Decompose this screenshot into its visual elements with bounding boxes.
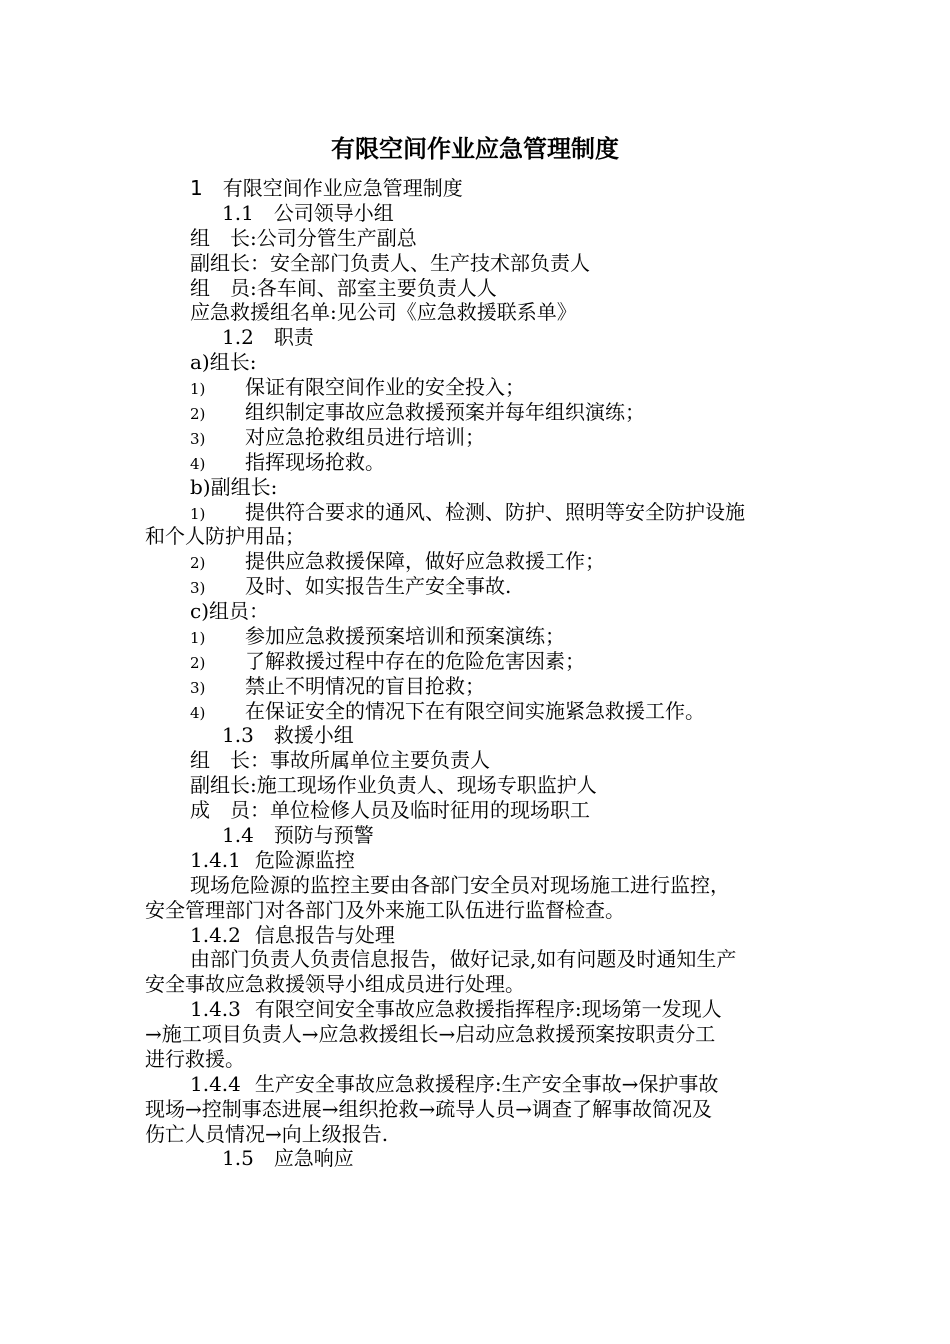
members-label: c)组员： bbox=[190, 599, 270, 623]
section-1-2-heading bbox=[222, 324, 314, 350]
list-item: 2) 组织制定事故应急救援预案并每年组织演练； bbox=[190, 400, 645, 424]
section-title: 应急响应 bbox=[273, 1146, 354, 1170]
list-item: 3) 禁止不明情况的盲目抢救； bbox=[190, 674, 485, 698]
members-line: 组 员:各车间、部室主要负责人人 bbox=[190, 276, 497, 300]
section-1-1-heading bbox=[222, 200, 394, 226]
section-number: 1.4.4 bbox=[190, 1072, 241, 1096]
section-title: 预防与预警 bbox=[273, 823, 374, 847]
list-item: 1) 参加应急救援预案培训和预案演练； bbox=[190, 624, 565, 648]
list-item-continuation: 和个人防护用品； bbox=[145, 524, 305, 548]
section-title: 职责 bbox=[273, 325, 314, 349]
section-1-4-4-paragraph bbox=[190, 1071, 718, 1097]
rescue-leader-line: 组 长：事故所属单位主要负责人 bbox=[190, 748, 490, 772]
paragraph-line: 安全管理部门对各部门及外来施工队伍进行监督检查。 bbox=[145, 898, 625, 922]
section-1-5-heading bbox=[222, 1145, 354, 1171]
paragraph-line: 有限空间安全事故应急救援指挥程序:现场第一发现人 bbox=[254, 997, 722, 1021]
paragraph-line: 现场→控制事态进展→组织抢救→疏导人员→调查了解事故简况及 bbox=[145, 1097, 713, 1121]
section-title: 公司领导小组 bbox=[273, 201, 394, 225]
list-item: 4) 指挥现场抢救。 bbox=[190, 450, 385, 474]
section-1-4-3-paragraph bbox=[190, 996, 722, 1022]
group-leader-label: a)组长: bbox=[190, 350, 257, 374]
list-item: 4) 在保证安全的情况下在有限空间实施紧急救援工作。 bbox=[190, 699, 705, 723]
rescue-deputy-line: 副组长:施工现场作业负责人、现场专职监护人 bbox=[190, 773, 597, 797]
section-title: 信息报告与处理 bbox=[254, 923, 395, 947]
list-item: 2) 提供应急救援保障，做好应急救援工作； bbox=[190, 549, 605, 573]
paragraph-line: 伤亡人员情况→向上级报告. bbox=[145, 1122, 389, 1146]
section-number: 1.1 bbox=[222, 201, 254, 225]
section-1-heading bbox=[190, 175, 463, 201]
roster-line: 应急救援组名单:见公司《应急救援联系单》 bbox=[190, 300, 577, 324]
paragraph-line: →施工项目负责人→应急救援组长→启动应急救援预案按职责分工 bbox=[145, 1022, 716, 1046]
section-1-4-heading bbox=[222, 822, 374, 848]
document-title: 有限空间作业应急管理制度 bbox=[331, 135, 619, 163]
list-item: 1) 提供符合要求的通风、检测、防护、照明等安全防护设施 bbox=[190, 500, 745, 524]
section-1-3-heading bbox=[222, 722, 354, 748]
paragraph-line: 生产安全事故应急救援程序:生产安全事故→保护事故 bbox=[254, 1072, 719, 1096]
deputy-leader-label: b)副组长: bbox=[190, 475, 278, 499]
section-title: 有限空间作业应急管理制度 bbox=[222, 176, 463, 200]
paragraph-line: 由部门负责人负责信息报告，做好记录,如有问题及时通知生产 bbox=[190, 947, 737, 971]
section-title: 危险源监控 bbox=[254, 848, 355, 872]
section-number: 1.5 bbox=[222, 1146, 254, 1170]
section-1-4-1-heading bbox=[190, 847, 355, 873]
list-item: 1) 保证有限空间作业的安全投入； bbox=[190, 375, 525, 399]
list-item: 3) 及时、如实报告生产安全事故. bbox=[190, 574, 512, 598]
section-1-4-2-heading bbox=[190, 922, 395, 948]
section-number: 1.4.3 bbox=[190, 997, 241, 1021]
deputy-leader-line: 副组长：安全部门负责人、生产技术部负责人 bbox=[190, 251, 590, 275]
list-item: 3) 对应急抢救组员进行培训； bbox=[190, 425, 485, 449]
paragraph-line: 安全事故应急救援领导小组成员进行处理。 bbox=[145, 972, 525, 996]
section-number: 1.4.1 bbox=[190, 848, 241, 872]
section-number: 1.4 bbox=[222, 823, 254, 847]
section-number: 1.2 bbox=[222, 325, 254, 349]
leader-line: 组 长:公司分管生产副总 bbox=[190, 226, 417, 250]
paragraph-line: 现场危险源的监控主要由各部门安全员对现场施工进行监控， bbox=[190, 873, 730, 897]
paragraph-line: 进行救援。 bbox=[145, 1047, 245, 1071]
section-title: 救援小组 bbox=[273, 723, 354, 747]
list-item: 2) 了解救援过程中存在的危险危害因素； bbox=[190, 649, 585, 673]
section-number: 1.3 bbox=[222, 723, 254, 747]
rescue-members-line: 成 员：单位检修人员及临时征用的现场职工 bbox=[190, 798, 590, 822]
section-number: 1.4.2 bbox=[190, 923, 241, 947]
section-number: 1 bbox=[190, 176, 203, 200]
